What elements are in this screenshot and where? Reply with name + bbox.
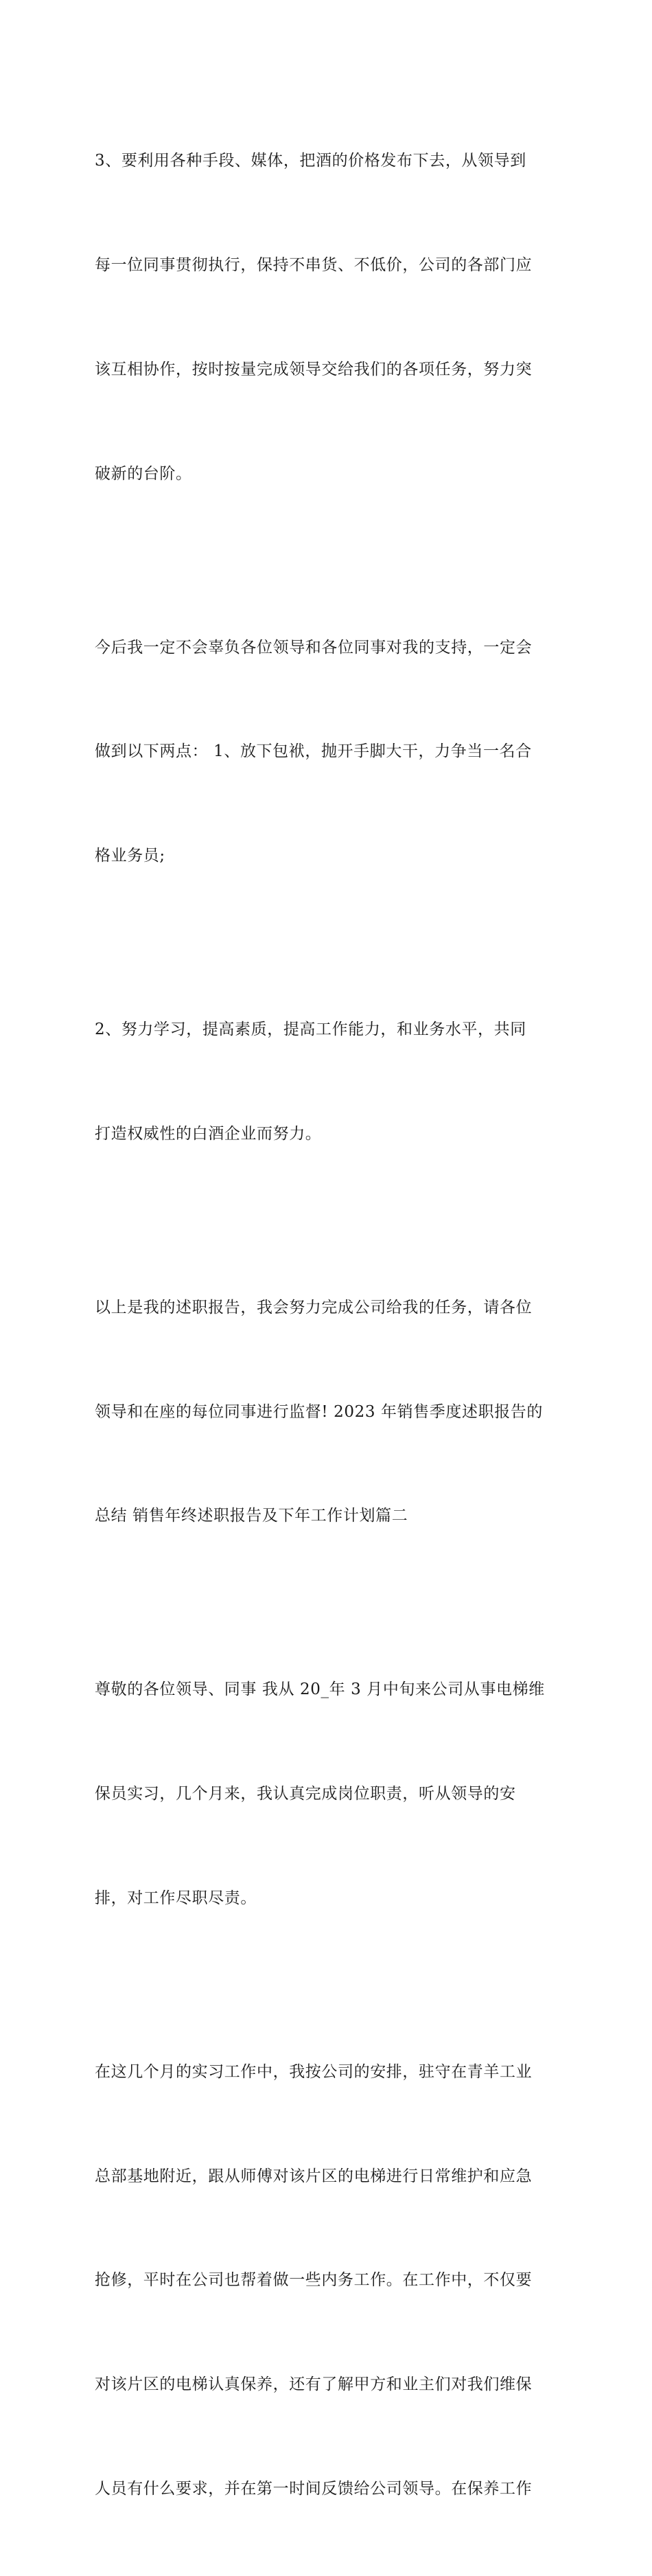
paragraph-4 <box>95 1221 560 1604</box>
text-line: 打造权威性的白酒企业而努力。 <box>95 1124 322 1143</box>
text-line: 对该片区的电梯认真保养，还有了解甲方和业主们对我们维保 <box>95 2375 533 2394</box>
text-line: 今后我一定不会辜负各位领导和各位同事对我的支持，一定会 <box>95 638 533 657</box>
text-line: 尊敬的各位领导、同事 我从 20_年 3 月中旬来公司从事电梯维 <box>95 1680 545 1699</box>
text-line: 以上是我的述职报告，我会努力完成公司给我的任务，请各位 <box>95 1298 533 1317</box>
text-line: 总部基地附近，跟从师傅对该片区的电梯进行日常维护和应急 <box>95 2167 533 2185</box>
text-line: 抢修，平时在公司也帮着做一些内务工作。在工作中，不仅要 <box>95 2271 533 2290</box>
text-line: 3、要利用各种手段、媒体，把酒的价格发布下去，从领导到 <box>95 152 526 170</box>
text-line: 保员实习，几个月来，我认真完成岗位职责，听从领导的安 <box>95 1785 516 1803</box>
paragraph-1 <box>95 74 560 560</box>
text-line: 每一位同事贯彻执行，保持不串货、不低价，公司的各部门应 <box>95 255 533 274</box>
paragraph-2 <box>95 560 560 943</box>
text-line: 领导和在座的每位同事进行监督! 2023 年销售季度述职报告的 <box>95 1402 543 1421</box>
text-line: 做到以下两点： 1、放下包袱，抛开手脚大干，力争当一名合 <box>95 742 532 761</box>
text-line: 总结 销售年终述职报告及下年工作计划篇二 <box>95 1507 408 1525</box>
text-line: 在这几个月的实习工作中，我按公司的安排，驻守在青羊工业 <box>95 2062 533 2081</box>
paragraph-5 <box>95 1603 560 1985</box>
paragraph-3 <box>95 943 560 1221</box>
paragraph-6 <box>95 1985 560 2576</box>
text-line: 格业务员; <box>95 847 165 865</box>
text-line: 排，对工作尽职尽责。 <box>95 1889 257 1907</box>
document-page <box>95 74 560 2576</box>
text-line: 该互相协作，按时按量完成领导交给我们的各项任务，努力突 <box>95 360 533 378</box>
text-line: 人员有什么要求，并在第一时间反馈给公司领导。在保养工作 <box>95 2479 533 2498</box>
text-line: 2、努力学习，提高素质，提高工作能力，和业务水平，共同 <box>95 1021 526 1039</box>
text-line: 破新的台阶。 <box>95 464 192 483</box>
